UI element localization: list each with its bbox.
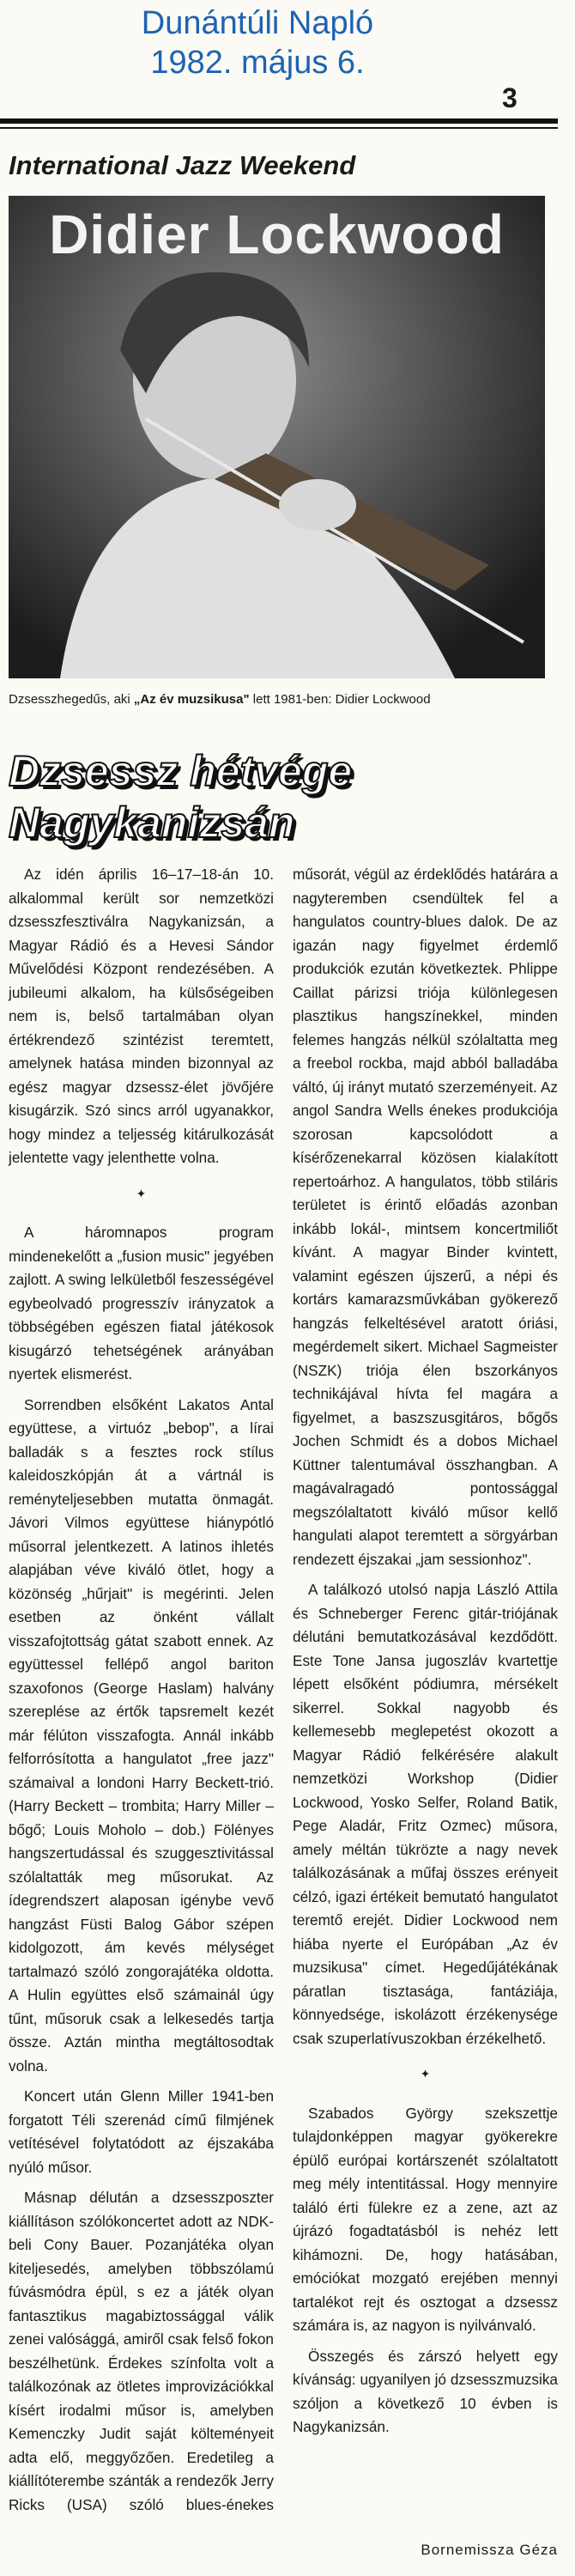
paragraph: Szabados György szekszettje tulajdonképpen magyar gyökerekre épülő európai kortárszenét szólaltatott meg mély intentitással. Hogy mennyire találó érti fülekre ez a zene, azt az újrázó fogadtatásból is nehéz lett kihámozni. De, hogy hatásában, emóciókat mozgató erejében mennyi tartalékot rejt és osztogat a dzsessz számára is, az nagyon is nyilvánvaló.	[293, 2104, 558, 2334]
paragraph: A találkozó utolsó napja László Attila és Schneberger Ferenc gitár-triójának délutáni bemutatkozásával kezdődött. Este Tone Jansa jugoszláv kvartettje lépett elsőként pódiumra, mérsékelt sikerrel. Sokkal nagyobb és kellemesebb meglepetést okozott a Magyar Rádió felkérésére alakult nemzetközi Workshop (Didier Lockwood, Yosko Selfer, Roland Batik, Pege Aladár, Fritz Ozmec) műsora, amely méltán tükrözte a nagy nevek találkozásának a műfaj összes erényeit célzó, igazi értékeit bemutató hangulatot teremtő erejét. Didier Lockwood nem hiába nyerte el Európában „Az év muzsikusa" címet. Hegedűjátékának páratlan tisztasága, fantáziája, könnyedsége, iskolázott érzékenysége csak szuperlatívuszokban érzékelhető.	[293, 1581, 558, 2047]
paragraph: Az idén április 16–17–18-án 10. alkalommal került sor nemzetközi dzsesszfesztiválra Nagykanizsán, a Magyar Rádió és a Hevesi Sándor Művelődési Központ rendezésében. A jubileumi alkalom, ha külsőségeiben nem is, belső tartalmában olyan értékrendező szintézist teremtett, amelynek hatása minden bizonnyal az egész magyar dzsessz-élet jövőjére kisugárzik. Szó sincs arról ugyanakkor, hogy mindez a teljesség kitárulkozását jelentette vagy jelenthette volna.	[9, 866, 274, 1166]
section-separator: ✦	[420, 2067, 431, 2081]
paragraph: Másnap délután a dzsesszposzter kiállításon szólókoncertet adott az NDK-beli Cony Bauer. Pozanjátéka olyan kiteljesedés, amelyben többszólamú fúvásmódra épül, s ez a játék olyan fantasztikus magabiztossággal válik zenei valósággá, amiről csak felső fokon beszélhetünk. Érdekes színfolta volt a találkozónak az ötletes improvizációkkal kísért irodalmi műsor is, amelyben Kemenczky Judit saját költeményeit adta elő, meggyőzően. Eredetileg a kiállítóterembe szánták a rendezők Jerry Ricks (USA) szóló blues-énekes műsorát, végül az érdeklődés határára a nagyteremben csendültek fel a hangulatos country-blues dalok. De az igazán nagy figyelmet érdemlő produkciók ezután következtek. Phlippe Caillat párizsi triója különlegesen plasztikus hangszínekkel, minden felemes hangzás nélkül szólaltatta meg a freebol rockba, majd abból balladába váltó, új irányt mutató szerzeményeit. Az angol Sandra Wells énekes produkciója szorosan kapcsolódott a kísérőzenekarral közösen kialakított repertoárhoz. A hangulatos, több stiláris területet is érintő előadás azonban inkább lokál-, mintsem koncertmiliőt kívánt. A magyar Binder kvintett, valamint egészen újszerű, a népi és kortárs kamarazsművkában gyökerező hangzás felkeltésével aratott óriási, megérdemelt sikert. Michael Sagmeister (NSZK) triója élen bszorkányos technikájával hívta fel magára a figyelmet, a baszszusgitáros, bőgős Jochen Schmidt és a dobos Michael Küttner talentumával összhangban. A magávalragadó pontossággal megszólaltatott kiváló műsor kellő hangulati alapot teremtett a sörgyárban rendezett éjszakai „jam sessionhoz".	[9, 866, 558, 2513]
section-separator: ✦	[136, 1186, 147, 1200]
article-headline	[9, 745, 558, 848]
violinist-illustration	[9, 196, 545, 678]
headline-line-2: Nagykanizsán	[9, 799, 295, 847]
author-signature: Bornemissza Géza	[421, 2542, 558, 2558]
caption-start: Dzsesszhegedűs, aki	[9, 692, 130, 707]
top-rule-thin	[0, 127, 558, 129]
paragraph: Koncert után Glenn Miller 1941-ben forgatott Téli szerenád című filmjének vetítésével folytatódott az éjszakába nyúló műsor.	[9, 2087, 274, 2176]
newspaper-source	[0, 3, 515, 82]
article-body	[9, 863, 558, 2537]
paragraph: A háromnapos program mindenekelőtt a „fusion music" jegyében zajlott. A swing lelkületből feszességével egybeolvadó progresszív irányzatok a többségében egészen fiatal játékosok kisugárzó tehetségének arányában nyertek elismerést.	[9, 1224, 274, 1382]
headline-line-1: Dzsessz hétvége	[9, 747, 353, 795]
newspaper-date: 1982. május 6.	[150, 45, 365, 81]
top-rule-thick	[0, 118, 558, 124]
photo-caption	[9, 691, 545, 708]
section-kicker: International Jazz Weekend	[9, 150, 356, 180]
newspaper-name: Dunántúli Napló	[141, 5, 374, 41]
paragraph: Összegés és zárszó helyett egy kívánság: ugyanilyen jó dzsesszmuzsika szóljon a következő 10 évben is Nagykanizsán.	[293, 2347, 558, 2435]
paragraph: Sorrendben elsőként Lakatos Antal együttese, a virtuóz „bebop", a lírai balladák s a fesztes rock stílus kaleidoszkópján át a vártnál is reményteljesebben mutatta önmagát. Jávori Vilmos együttese hiánypótló műsorral jelentkezett. A latinos ihletés alapjában véve kiváló ötlet, hogy a közönség „hűrjait" is megérinti. Jelen esetben az önként vállalt visszafojtottság gátat szabott ennek. Az együttessel fellépő angol bariton szaxofonos (George Haslam) halvány szereplése az értők tapsremelt kezét már félúton visszafogta. Annál inkább felforrósította a hangulatot „free jazz" számaival a londoni Harry Beckett-trió. (Harry Beckett – trombita; Harry Miller – bőgő; Louis Moholo – dob.) Fölényes hangszertudással és szuggesztivitással szólaltatták meg műsorukat. Az ídegrendszert alaposan igénybe vevő hangzást Füsti Balog Gábor szépen kidolgozott, ám kevés mélységet tartalmazó szóló zongorajátéka oldotta. A Hulin együttes első számainál úgy tűnt, műsoruk csak a lelkesedés tartja össze. Aztán mintha megtáltosodtak volna.	[9, 1395, 274, 2075]
photo-lockwood	[9, 196, 545, 678]
page-number: 3	[502, 82, 518, 113]
caption-end: lett 1981-ben: Didier Lockwood	[252, 692, 431, 707]
caption-title: „Az év muzsikusa"	[133, 692, 250, 707]
photo-overlay-name: Didier Lockwood	[49, 204, 505, 265]
